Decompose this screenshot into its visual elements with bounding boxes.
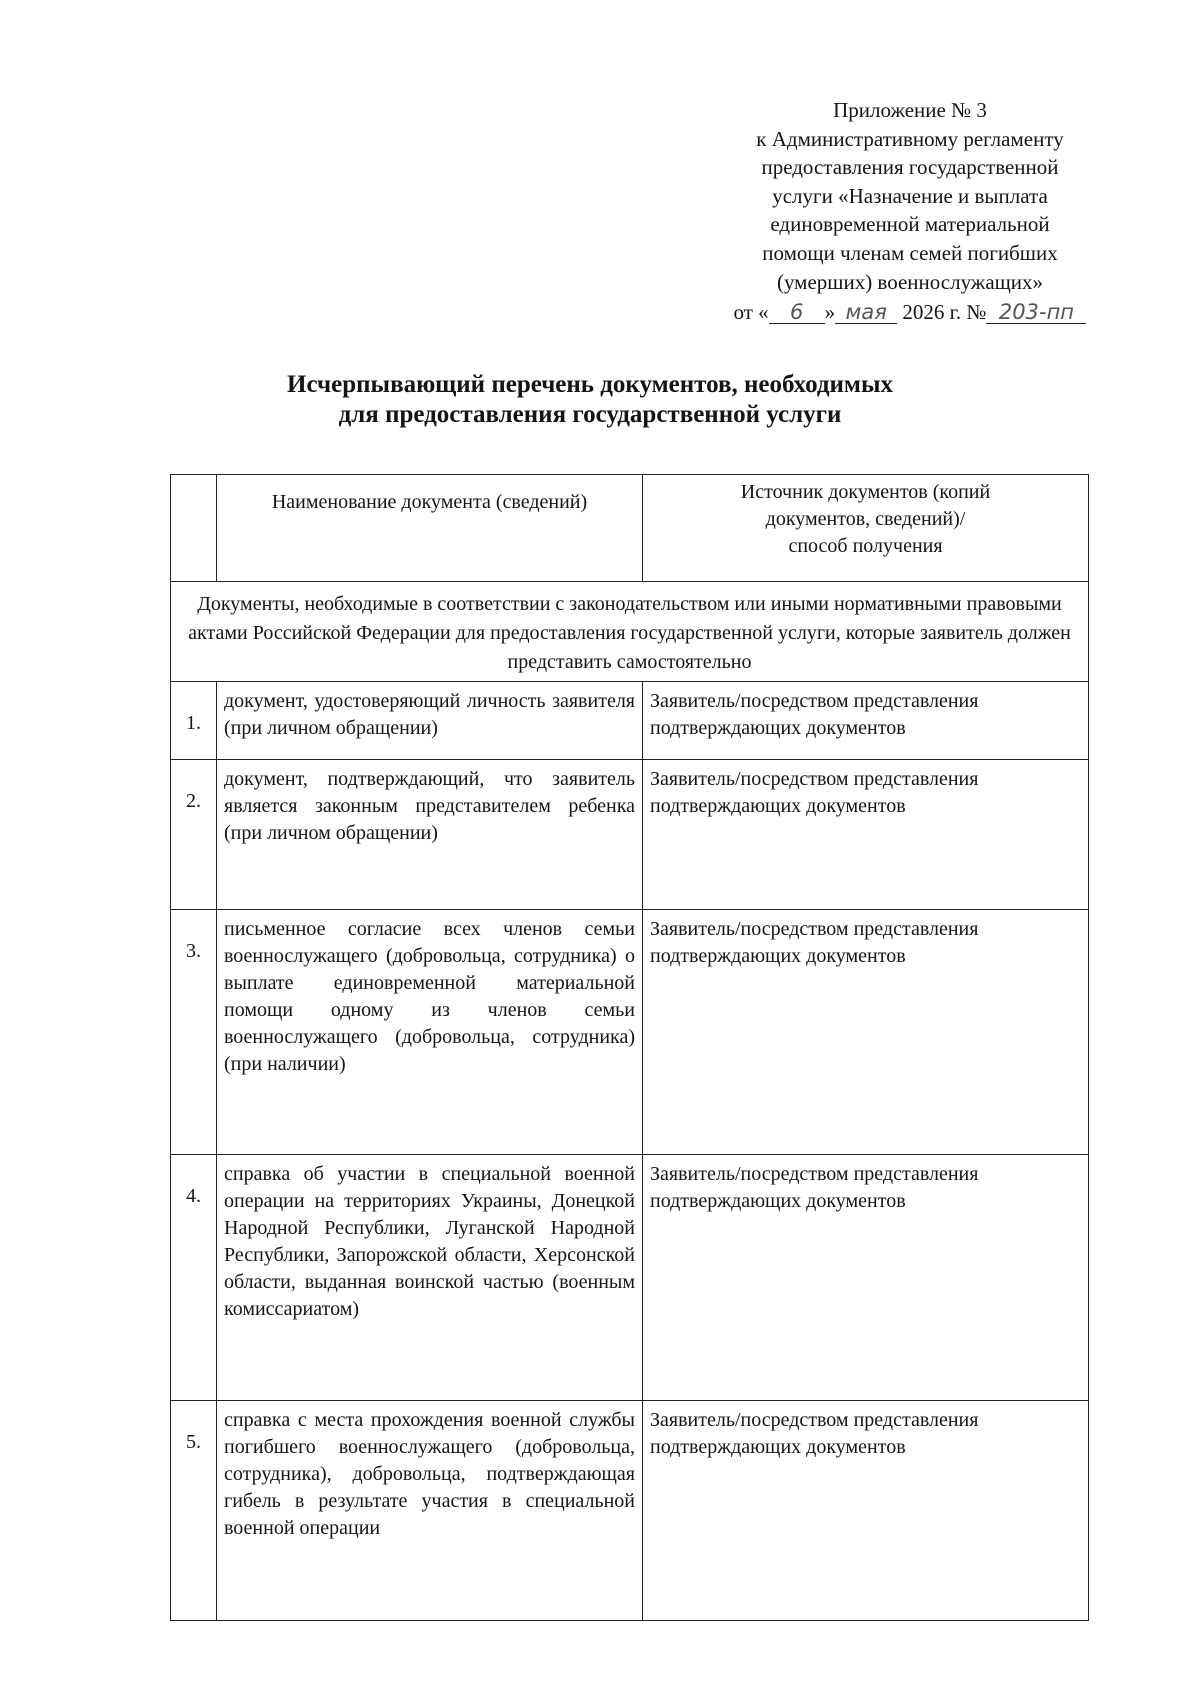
appendix-line: (умерших) военнослужащих» bbox=[776, 269, 1044, 294]
row-source: Заявитель/посредством представления подтверждающих документов bbox=[643, 1155, 1089, 1401]
table-row bbox=[171, 682, 1089, 760]
appendix-line: к Административному регламенту bbox=[756, 126, 1064, 151]
appendix-line: единовременной материальной bbox=[770, 212, 1050, 237]
section-row bbox=[171, 582, 1089, 682]
row-document-name: справка об участии в специальной военной операции на территориях Украины, Донецкой Народной Республики, Луганской Народной Республики, Запорожской области, Херсонской области, выданная воинской частью (военным комиссариатом) bbox=[217, 1155, 643, 1401]
table-header-row bbox=[171, 475, 1089, 582]
documents-table bbox=[170, 474, 1089, 1621]
header-source-line: способ получения bbox=[788, 535, 943, 557]
row-number: 4. bbox=[171, 1155, 217, 1401]
table-row bbox=[171, 910, 1089, 1155]
date-year: 2026 г. bbox=[902, 300, 962, 325]
header-name-cell: Наименование документа (сведений) bbox=[217, 475, 643, 582]
row-source: Заявитель/посредством представления подтверждающих документов bbox=[643, 1401, 1089, 1621]
appendix-date-line bbox=[720, 298, 1100, 327]
header-source-cell bbox=[643, 475, 1089, 582]
appendix-line: помощи членам семей погибших bbox=[762, 240, 1058, 265]
row-source: Заявитель/посредством представления подтверждающих документов bbox=[643, 910, 1089, 1155]
row-source: Заявитель/посредством представления подтверждающих документов bbox=[643, 682, 1089, 760]
appendix-line: предоставления государственной bbox=[761, 155, 1059, 180]
header-num-cell bbox=[171, 475, 217, 582]
row-source: Заявитель/посредством представления подтверждающих документов bbox=[643, 760, 1089, 910]
row-number: 2. bbox=[171, 760, 217, 910]
row-number: 1. bbox=[171, 682, 217, 760]
row-number: 5. bbox=[171, 1401, 217, 1621]
document-title bbox=[200, 370, 980, 430]
row-document-name: письменное согласие всех членов семьи военнослужащего (добровольца, сотрудника) о выплате единовременной материальной помощи одному из членов семьи военнослужащего (добровольца, сотрудника) (при наличии) bbox=[217, 910, 643, 1155]
header-source-line: документов, сведений)/ bbox=[765, 508, 966, 530]
appendix-line: услуги «Назначение и выплата bbox=[772, 183, 1048, 208]
title-line-2: для предоставления государственной услуги bbox=[338, 401, 842, 428]
date-month: мая bbox=[835, 301, 897, 324]
table-row bbox=[171, 760, 1089, 910]
date-prefix: от « bbox=[733, 300, 769, 325]
appendix-line: Приложение № 3 bbox=[833, 98, 987, 122]
date-mid: » bbox=[824, 300, 836, 325]
number-prefix: № bbox=[966, 300, 987, 325]
header-source-line: Источник документов (копий bbox=[740, 481, 991, 503]
row-number: 3. bbox=[171, 910, 217, 1155]
date-day: 6 bbox=[769, 301, 825, 324]
row-document-name: документ, подтверждающий, что заявитель является законным представителем ребенка (при личном обращении) bbox=[217, 760, 643, 910]
title-line-1: Исчерпывающий перечень документов, необходимых bbox=[287, 371, 893, 398]
row-document-name: справка с места прохождения военной службы погибшего военнослужащего (добровольца, сотрудника), добровольца, подтверждающая гибель в результате участия в специальной военной операции bbox=[217, 1401, 643, 1621]
table-row bbox=[171, 1155, 1089, 1401]
appendix-header bbox=[720, 96, 1100, 327]
section-heading: Документы, необходимые в соответствии с законодательством или иными нормативными правовыми актами Российской Федерации для предоставления государственной услуги, которые заявитель должен представить самостоятельно bbox=[171, 582, 1089, 682]
row-document-name: документ, удостоверяющий личность заявителя (при личном обращении) bbox=[217, 682, 643, 760]
table-row bbox=[171, 1401, 1089, 1621]
document-number: 203-пп bbox=[986, 301, 1086, 324]
